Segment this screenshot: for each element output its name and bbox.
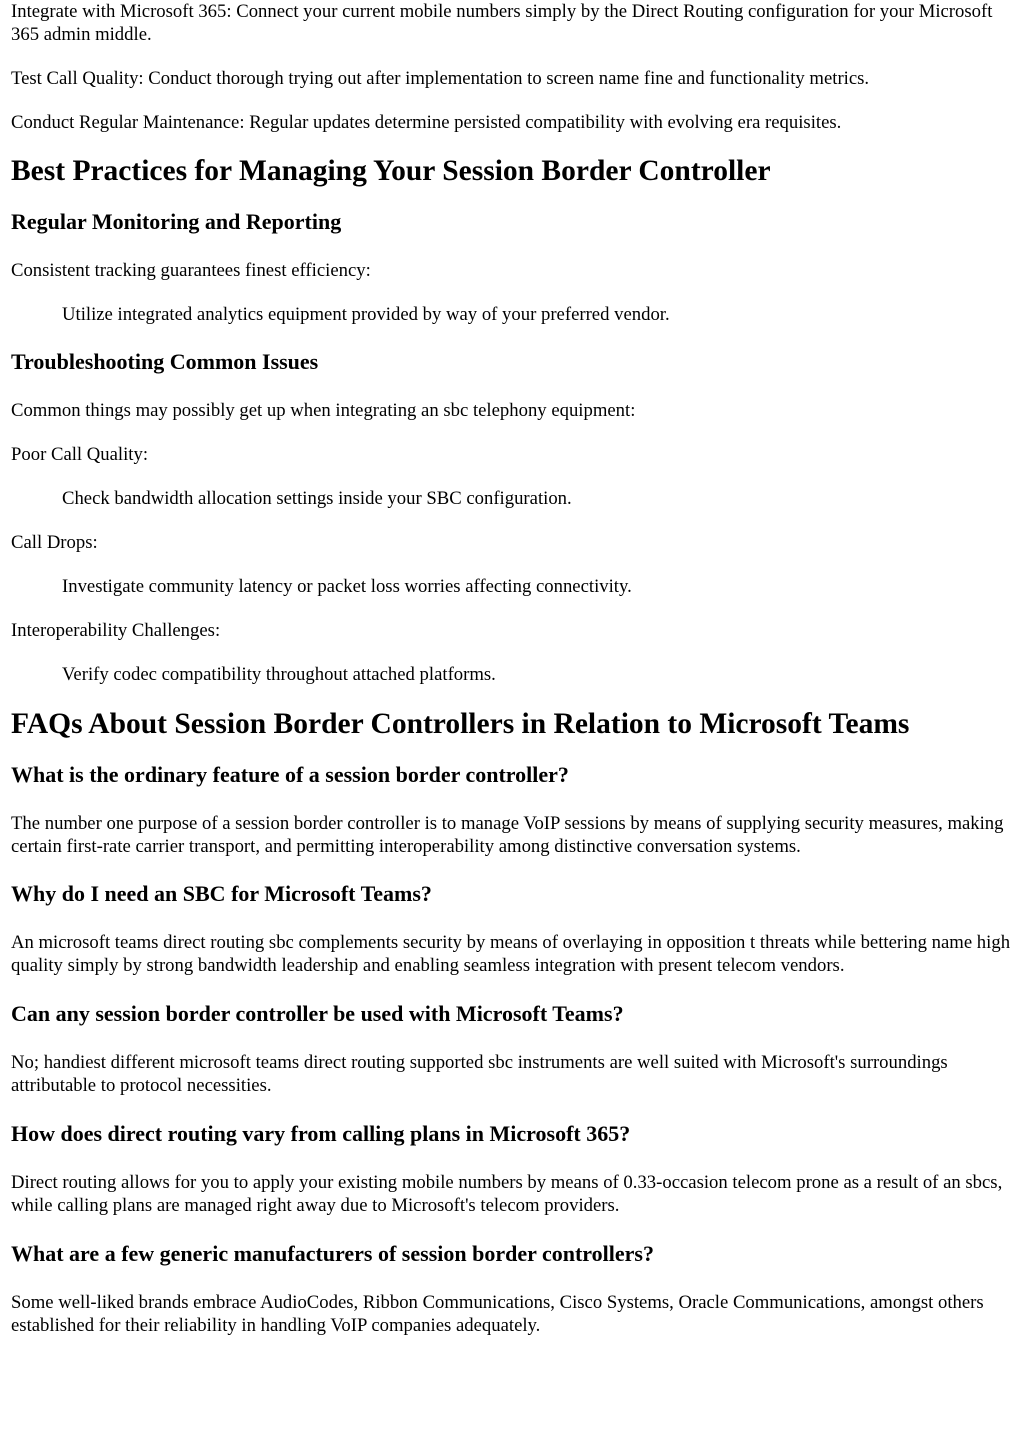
monitoring-heading: Regular Monitoring and Reporting xyxy=(11,209,342,234)
faq-answer: Some well-liked brands embrace AudioCodes, Ribbon Communications, Cisco Systems, Oracle Communications, amongst others established for their reliability in handling VoIP companies adequately. xyxy=(11,1292,984,1336)
faq-answer: Direct routing allows for you to apply your existing mobile numbers by means of 0.33-occasion telecom prone as a result of an sbcs, while calling plans are managed right away due to Microsoft's telecom providers. xyxy=(11,1172,1003,1216)
intro-paragraph-maintenance: Conduct Regular Maintenance: Regular updates determine persisted compatibility with evolving era requisites. xyxy=(11,112,842,133)
intro-paragraph-integrate: Integrate with Microsoft 365: Connect your current mobile numbers simply by the Direct Routing configuration for your Microsoft 365 admin middle. xyxy=(11,1,993,45)
issue-detail: Check bandwidth allocation settings inside your SBC configuration. xyxy=(62,488,572,509)
issue-label: Call Drops: xyxy=(11,532,98,553)
faqs-heading: FAQs About Session Border Controllers in Relation to Microsoft Teams xyxy=(11,708,910,740)
issue-label: Poor Call Quality: xyxy=(11,444,149,465)
issue-detail: Investigate community latency or packet loss worries affecting connectivity. xyxy=(62,576,632,597)
faq-question: Why do I need an SBC for Microsoft Teams? xyxy=(11,881,432,906)
faq-answer: An microsoft teams direct routing sbc complements security by means of overlaying in opposition t threats while bettering name high quality simply by strong bandwidth leadership and enabling seamless integration with present telecom vendors. xyxy=(11,932,1011,976)
faq-answer: No; handiest different microsoft teams direct routing supported sbc instruments are well suited with Microsoft's surroundings attributable to protocol necessities. xyxy=(11,1052,948,1096)
faq-question: What are a few generic manufacturers of session border controllers? xyxy=(11,1241,654,1266)
faq-answer: The number one purpose of a session border controller is to manage VoIP sessions by means of supplying security measures, making certain first-rate carrier transport, and permitting interoperability among distinctive conversation systems. xyxy=(11,813,1004,857)
troubleshooting-heading: Troubleshooting Common Issues xyxy=(11,349,319,374)
issue-label: Interoperability Challenges: xyxy=(11,620,221,641)
intro-paragraph-test-call-quality: Test Call Quality: Conduct thorough trying out after implementation to screen name fine and functionality metrics. xyxy=(11,68,870,89)
troubleshooting-text: Common things may possibly get up when integrating an sbc telephony equipment: xyxy=(11,400,636,421)
best-practices-heading: Best Practices for Managing Your Session Border Controller xyxy=(11,155,771,187)
monitoring-text: Consistent tracking guarantees finest efficiency: xyxy=(11,260,371,281)
faq-question: Can any session border controller be used with Microsoft Teams? xyxy=(11,1001,624,1026)
monitoring-item: Utilize integrated analytics equipment provided by way of your preferred vendor. xyxy=(62,304,670,325)
issue-detail: Verify codec compatibility throughout attached platforms. xyxy=(62,664,496,685)
faq-question: What is the ordinary feature of a session border controller? xyxy=(11,762,569,787)
faq-question: How does direct routing vary from calling plans in Microsoft 365? xyxy=(11,1121,631,1146)
